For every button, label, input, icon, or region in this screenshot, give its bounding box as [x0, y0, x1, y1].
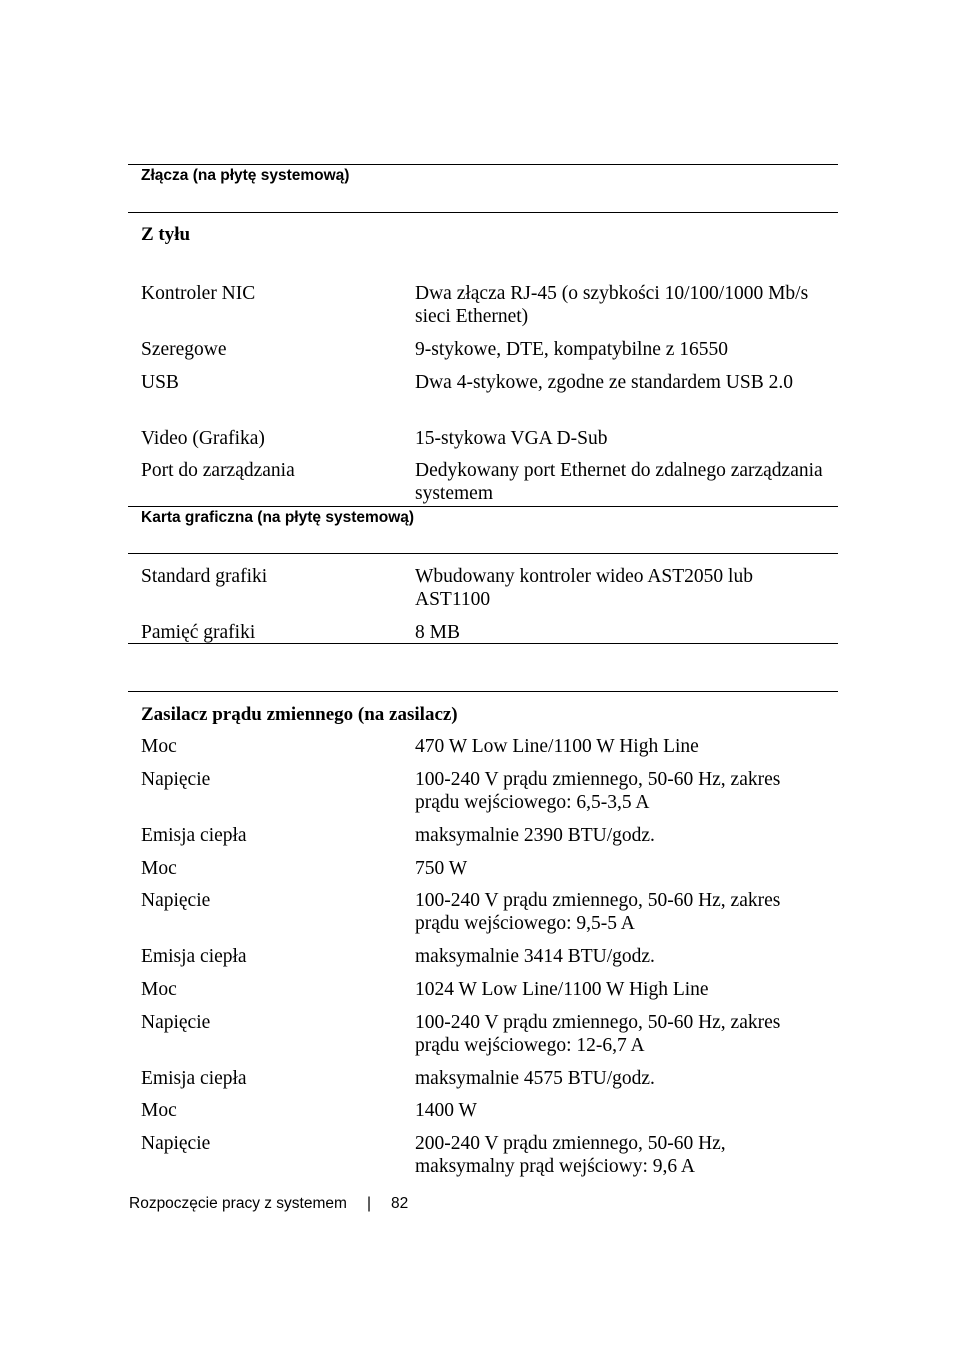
connectors-section-title: Złącza (na płytę systemową) [141, 167, 350, 184]
page-number: 82 [390, 1195, 409, 1212]
spec-label: Napięcie [141, 890, 211, 911]
spec-label: Standard grafiki [141, 566, 268, 587]
spec-value: 470 W Low Line/1100 W High Line [415, 736, 699, 757]
spec-value: 8 MB [415, 622, 460, 643]
spec-value: Dwa 4-stykowe, zgodne ze standardem USB 2.0 [415, 372, 793, 393]
graphics-top-rule [128, 506, 838, 507]
spec-value: 200-240 V prądu zmiennego, 50-60 Hz, maksymalny prąd wejściowy: 9,6 A [415, 1133, 726, 1177]
spec-label: Napięcie [141, 1133, 211, 1154]
spec-label: Napięcie [141, 1012, 211, 1033]
connectors-title-rule [128, 212, 838, 213]
top-rule [128, 164, 838, 165]
footer-separator: | [366, 1195, 371, 1212]
page-footer [129, 1194, 408, 1214]
spec-value: 15-stykowa VGA D-Sub [415, 428, 608, 449]
spec-label: Moc [141, 1100, 177, 1121]
footer-text: Rozpoczęcie pracy z systemem [129, 1195, 347, 1212]
spec-value: 100-240 V prądu zmiennego, 50-60 Hz, zakres prądu wejściowego: 6,5-3,5 A [415, 769, 781, 813]
spec-label: Emisja ciepła [141, 825, 247, 846]
spec-label: Moc [141, 736, 177, 757]
spec-label: Port do zarządzania [141, 460, 295, 481]
spec-value: 9-stykowe, DTE, kompatybilne z 16550 [415, 339, 729, 360]
spec-value: maksymalnie 3414 BTU/godz. [415, 946, 655, 967]
spec-label: Emisja ciepła [141, 946, 247, 967]
spec-value: 750 W [415, 858, 468, 879]
connectors-subheading: Z tyłu [141, 224, 191, 245]
spec-label: Pamięć grafiki [141, 622, 256, 643]
spec-label: USB [141, 372, 179, 393]
spec-label: Emisja ciepła [141, 1068, 247, 1089]
spec-value: maksymalnie 2390 BTU/godz. [415, 825, 655, 846]
spec-label: Napięcie [141, 769, 211, 790]
spec-value: 1024 W Low Line/1100 W High Line [415, 979, 709, 1000]
spec-label: Video (Grafika) [141, 428, 265, 449]
spec-label: Moc [141, 979, 177, 1000]
spec-label: Moc [141, 858, 177, 879]
spec-value: Wbudowany kontroler wideo AST2050 lub AST1100 [415, 566, 753, 610]
spec-label: Szeregowe [141, 339, 227, 360]
power-top-rule [128, 691, 838, 692]
power-subheading: Zasilacz prądu zmiennego (na zasilacz) [141, 704, 458, 725]
spec-value: 100-240 V prądu zmiennego, 50-60 Hz, zakres prądu wejściowego: 12-6,7 A [415, 1012, 781, 1056]
graphics-section-title: Karta graficzna (na płytę systemową) [141, 509, 415, 526]
spec-label: Kontroler NIC [141, 283, 256, 304]
spec-value: Dwa złącza RJ-45 (o szybkości 10/100/1000 Mb/s sieci Ethernet) [415, 283, 809, 327]
spec-value: Dedykowany port Ethernet do zdalnego zarządzania systemem [415, 460, 823, 504]
spec-value: 1400 W [415, 1100, 477, 1121]
spec-value: maksymalnie 4575 BTU/godz. [415, 1068, 655, 1089]
spec-value: 100-240 V prądu zmiennego, 50-60 Hz, zakres prądu wejściowego: 9,5-5 A [415, 890, 781, 934]
graphics-bottom-rule [128, 643, 838, 644]
graphics-title-rule [128, 553, 838, 554]
